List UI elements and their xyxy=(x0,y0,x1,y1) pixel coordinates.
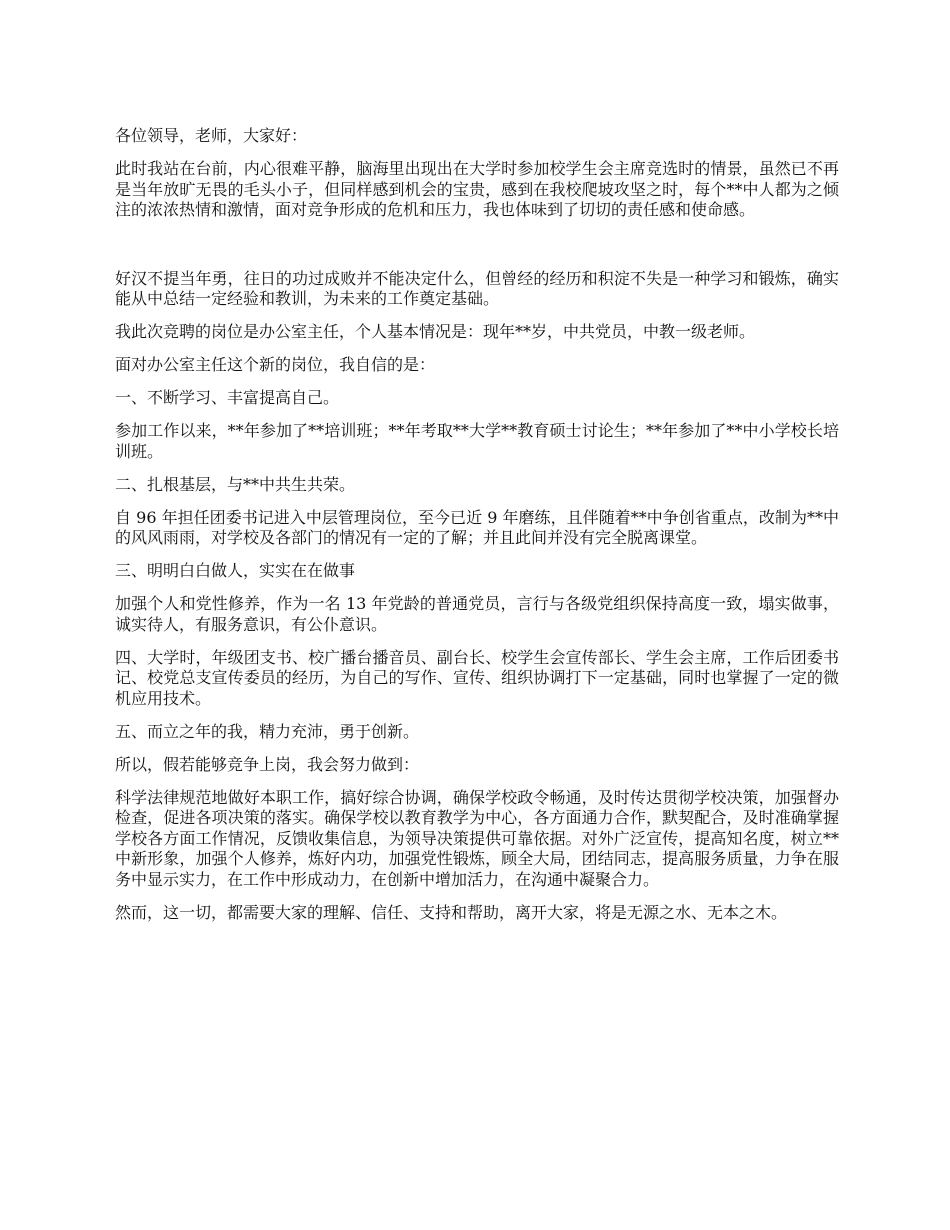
commitment-body: 科学法律规范地做好本职工作，搞好综合协调，确保学校政令畅通，及时传达贯彻学校决策，加强督办检查，促进各项决策的落实。确保学校以教育教学为中心，各方面通力合作，默契配合，及时准确掌握学校各方面工作情况，反馈收集信息，为领导决策提供可靠依据。对外广泛宣传，提高知名度，树立**中新形象，加强个人修养，炼好内功，加强党性锻炼，顾全大局，团结同志，提高服务质量，力争在服务中显示实力，在工作中形成动力，在创新中增加活力，在沟通中凝聚合力。 xyxy=(115,787,839,889)
point-one-body: 参加工作以来，**年参加了**培训班；**年考取**大学**教育硕士讨论生；**年参加了**中小学校长培训班。 xyxy=(115,421,839,461)
experience-paragraph: 好汉不提当年勇，往日的功过成败并不能决定什么，但曾经的经历和积淀不失是一种学习和锻炼，确实能从中总结一定经验和教训，为未来的工作奠定基础。 xyxy=(115,268,839,308)
point-one-heading: 一、不断学习、丰富提高自己。 xyxy=(115,388,340,407)
confidence-intro: 面对办公室主任这个新的岗位，我自信的是： xyxy=(115,355,436,374)
intro-paragraph: 此时我站在台前，内心很难平静，脑海里出现出在大学时参加校学生会主席竞选时的情景，虽然已不再是当年放旷无畏的毛头小子，但同样感到机会的宝贵，感到在我校爬坡攻坚之时，每个**中人都为之倾注的浓浓热情和激情，面对竞争形成的危机和压力，我也体味到了切切的责任感和使命感。 xyxy=(115,159,839,219)
point-three-body: 加强个人和党性修养，作为一名 13 年党龄的普通党员，言行与各级党组织保持高度一致，塌实做事，诚实待人，有服务意识，有公仆意识。 xyxy=(115,594,839,634)
point-two-body: 自 96 年担任团委书记进入中层管理岗位，至今已近 9 年磨练，且伴随着**中争创省重点，改制为**中的风风雨雨，对学校及各部门的情况有一定的了解；并且此间并没有完全脱离课堂。 xyxy=(115,507,839,547)
closing-paragraph: 然而，这一切，都需要大家的理解、信任、支持和帮助，离开大家，将是无源之水、无本之木。 xyxy=(115,902,788,922)
point-four-paragraph: 四、大学时，年级团支书、校广播台播音员、副台长、校学生会宣传部长、学生会主席，工作后团委书记、校党总支宣传委员的经历，为自己的写作、宣传、组织协调打下一定基础，同时也掌握了一定的微机应用技术。 xyxy=(115,647,839,708)
document-body xyxy=(115,126,839,936)
point-three-heading: 三、明明白白做人，实实在在做事 xyxy=(115,561,356,580)
commitment-intro: 所以，假若能够竞争上岗，我会努力做到： xyxy=(115,754,420,774)
position-paragraph: 我此次竞聘的岗位是办公室主任，个人基本情况是：现年**岁，中共党员，中教一级老师。 xyxy=(115,322,756,341)
point-two-heading: 二、扎根基层，与**中共生共荣。 xyxy=(115,474,356,494)
greeting-paragraph: 各位领导，老师，大家好： xyxy=(115,126,308,145)
point-five-paragraph: 五、而立之年的我，精力充沛，勇于创新。 xyxy=(115,721,420,741)
